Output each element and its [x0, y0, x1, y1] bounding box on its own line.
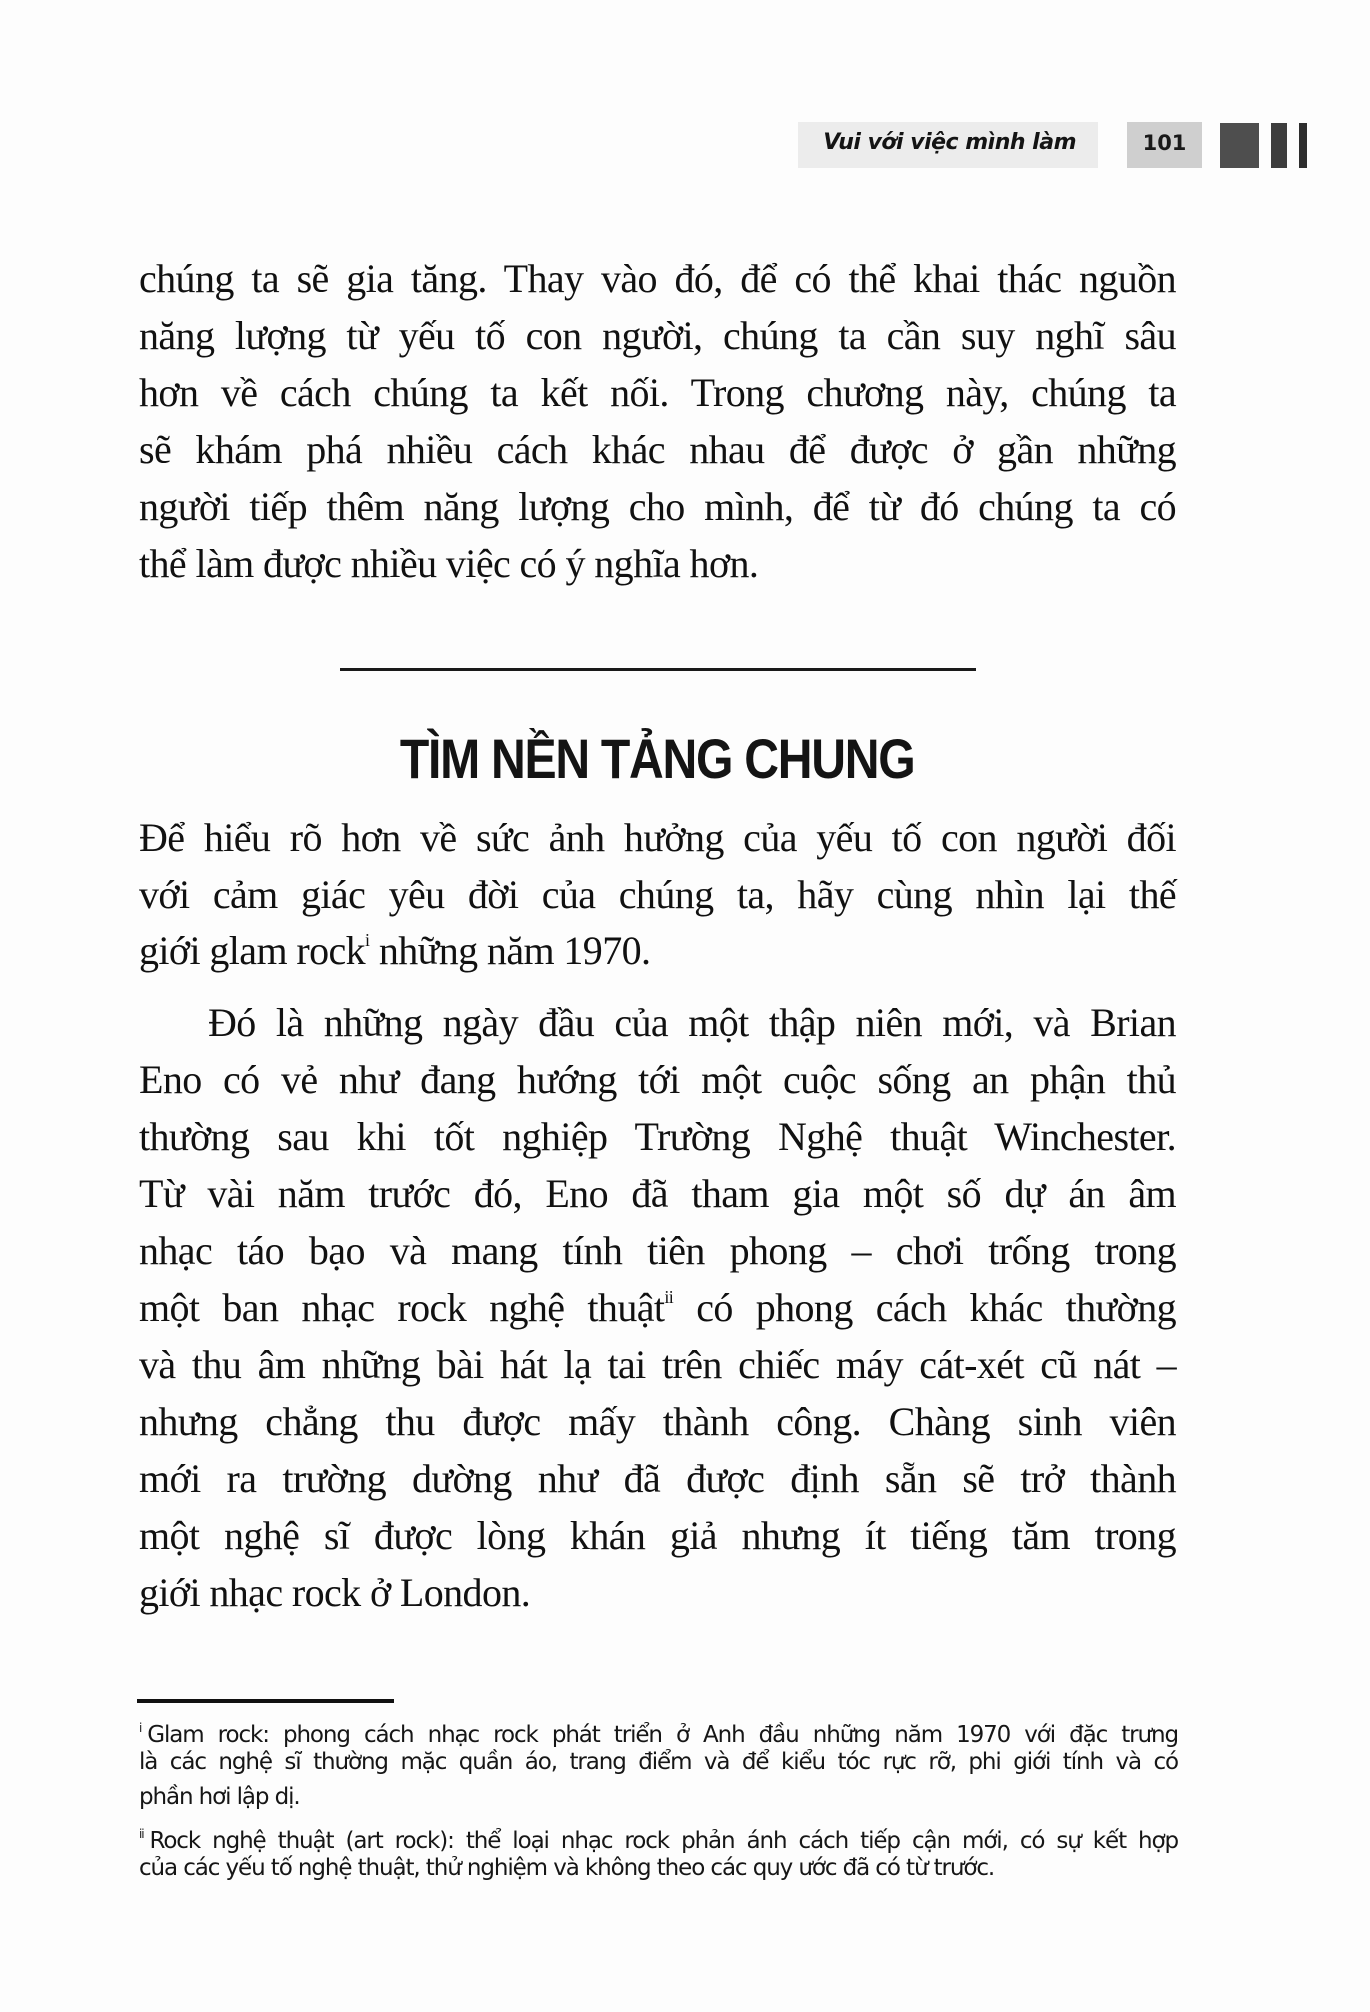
footnote-mark: ii [139, 1827, 144, 1841]
text-line: Từ vài năm trước đó, Eno đã tham gia một số dự án âm [139, 1171, 1176, 1216]
text-fragment: có phong cách khác thường [673, 1285, 1176, 1330]
running-header-title-box [798, 122, 1098, 168]
text-line: nhạc táo bạo và mang tính tiên phong – chơi trống trong [139, 1228, 1176, 1273]
section-heading [139, 724, 1176, 794]
running-header-title: Vui với việc mình làm [823, 130, 1076, 155]
section-heading-text: TÌM NỀN TẢNG CHUNG [400, 727, 915, 790]
section-divider [340, 668, 976, 671]
text-fragment: những năm 1970. [369, 928, 651, 973]
footnote-line: của các yếu tố nghệ thuật, thử nghiệm và không theo các quy ước đã có từ trước. [139, 1855, 995, 1881]
decorative-bar-icon [1299, 123, 1307, 168]
footnote-text: Rock nghệ thuật (art rock): thể loại nhạc rock phản ánh cách tiếp cận mới, có sự kết hợp [149, 1828, 1178, 1854]
text-line: thể làm được nhiều việc có ý nghĩa hơn. [139, 541, 759, 586]
text-line: và thu âm những bài hát lạ tai trên chiếc máy cát-xét cũ nát – [139, 1342, 1176, 1387]
text-line: Để hiểu rõ hơn về sức ảnh hưởng của yếu tố con người đối [139, 815, 1176, 860]
text-line: hơn về cách chúng ta kết nối. Trong chương này, chúng ta [139, 370, 1176, 415]
text-line: Đó là những ngày đầu của một thập niên mới, và Brian [208, 1000, 1176, 1045]
footnote-rule [137, 1699, 394, 1703]
footnote-text: Glam rock: phong cách nhạc rock phát triển ở Anh đầu những năm 1970 với đặc trưng [147, 1722, 1178, 1748]
footnote-ref-i[interactable]: i [365, 930, 370, 950]
text-line: với cảm giác yêu đời của chúng ta, hãy cùng nhìn lại thế [139, 872, 1176, 917]
text-line: giới nhạc rock ở London. [139, 1570, 531, 1615]
text-line: năng lượng từ yếu tố con người, chúng ta cần suy nghĩ sâu [139, 313, 1176, 358]
footnote-ref-ii[interactable]: ii [664, 1287, 674, 1307]
text-line: nhưng chẳng thu được mấy thành công. Chàng sinh viên [139, 1399, 1176, 1444]
footnote-mark: i [139, 1721, 142, 1735]
text-fragment: một ban nhạc rock nghệ thuật [139, 1285, 665, 1330]
page-number: 101 [1142, 131, 1187, 155]
page-number-box [1127, 122, 1202, 168]
footnote-line [139, 1817, 1178, 1852]
text-line: một nghệ sĩ được lòng khán giả nhưng ít tiếng tăm trong [139, 1513, 1176, 1558]
text-line [139, 1279, 1176, 1336]
text-line: Eno có vẻ như đang hướng tới một cuộc sống an phận thủ [139, 1057, 1176, 1102]
text-line: thường sau khi tốt nghiệp Trường Nghệ thuật Winchester. [139, 1114, 1176, 1159]
decorative-bar-icon [1271, 123, 1287, 168]
decorative-bar-icon [1220, 123, 1259, 168]
text-line: chúng ta sẽ gia tăng. Thay vào đó, để có thể khai thác nguồn [139, 256, 1176, 301]
text-line: người tiếp thêm năng lượng cho mình, để từ đó chúng ta có [139, 484, 1176, 529]
text-fragment: giới glam rock [139, 928, 366, 973]
text-line: mới ra trường dường như đã được định sẵn sẽ trở thành [139, 1456, 1176, 1501]
text-line [139, 922, 1176, 979]
footnote-line: phần hơi lập dị. [139, 1784, 300, 1810]
text-line: sẽ khám phá nhiều cách khác nhau để được ở gần những [139, 427, 1176, 472]
footnote-line: là các nghệ sĩ thường mặc quần áo, trang điểm và để kiểu tóc rực rỡ, phi giới tính và có [139, 1749, 1178, 1775]
footnote-line [139, 1711, 1178, 1746]
